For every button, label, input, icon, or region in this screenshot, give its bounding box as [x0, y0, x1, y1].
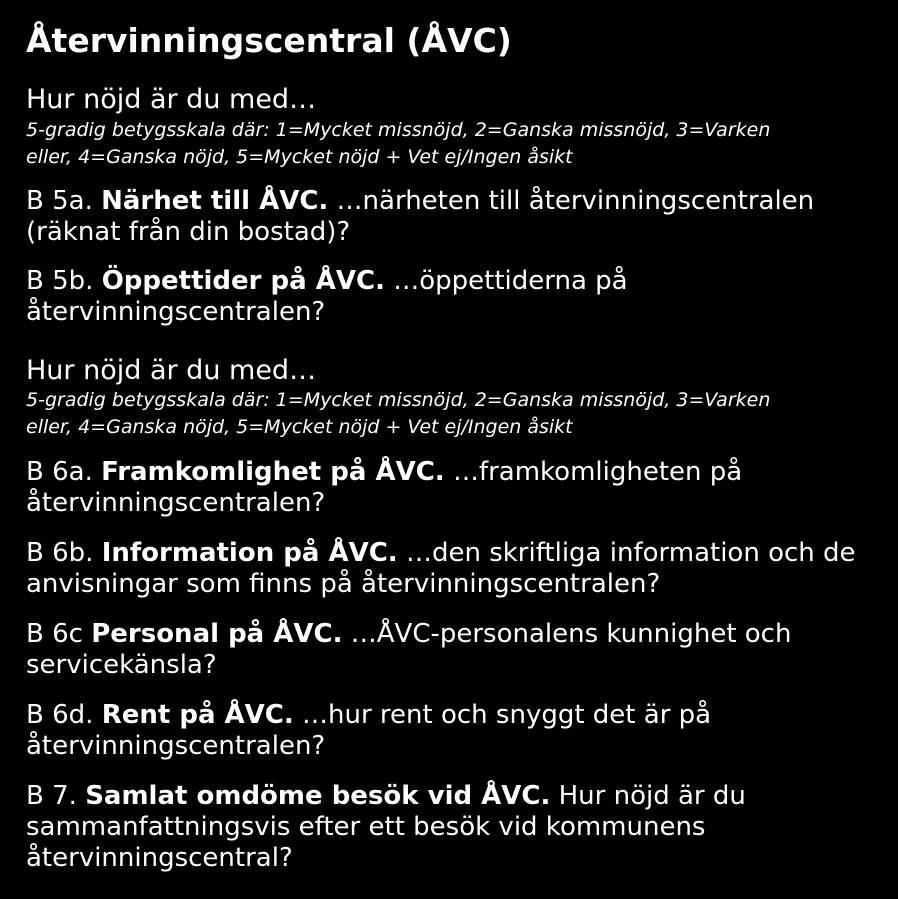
question-heading: Framkomlighet på ÅVC. [101, 457, 445, 487]
question-heading: Rent på ÅVC. [101, 700, 294, 730]
question-b5b [26, 266, 886, 328]
section-intro-b6: Hur nöjd är du med… [26, 355, 317, 386]
question-heading: Närhet till ÅVC. [101, 186, 329, 216]
question-line [26, 457, 886, 488]
question-heading: Personal på ÅVC. [91, 619, 343, 649]
question-code: B 6b. [26, 538, 102, 568]
question-code: B 6a. [26, 457, 102, 487]
question-code: B 7. [26, 781, 86, 811]
rating-scale-line-2: eller, 4=Ganska nöjd, 5=Mycket nöjd + Vet ej/Ingen åsikt [26, 146, 573, 168]
page-title: Återvinningscentral (ÅVC) [26, 21, 512, 60]
section-intro-b5: Hur nöjd är du med… [26, 84, 317, 115]
question-text-continued: återvinningscentralen? [26, 297, 326, 327]
question-heading: Samlat omdöme besök vid ÅVC. [85, 781, 551, 811]
question-b6b [26, 538, 886, 600]
question-code: B 5a. [26, 186, 102, 216]
question-line [26, 619, 886, 650]
question-text: Hur nöjd är du [550, 781, 746, 811]
question-line [26, 781, 886, 812]
question-code: B 5b. [26, 266, 102, 296]
rating-scale-note-b5 [26, 117, 886, 171]
question-b5a [26, 186, 886, 248]
question-line [26, 266, 886, 297]
question-b7 [26, 781, 886, 874]
question-line [26, 538, 886, 569]
question-text-continued: anvisningar som finns på återvinningscentralen? [26, 569, 661, 599]
question-text: …ÅVC-personalens kunnighet och [342, 619, 792, 649]
question-code: B 6c [26, 619, 92, 649]
question-text-continued: återvinningscentral? [26, 843, 293, 873]
question-text: …öppettiderna på [384, 266, 628, 296]
question-text: …den skriftliga information och de [397, 538, 856, 568]
question-text-continued: återvinningscentralen? [26, 488, 326, 518]
question-text: …hur rent och snyggt det är på [293, 700, 712, 730]
rating-scale-line-2: eller, 4=Ganska nöjd, 5=Mycket nöjd + Vet ej/Ingen åsikt [26, 416, 573, 438]
rating-scale-line-1: 5-gradig betygsskala där: 1=Mycket missnöjd, 2=Ganska missnöjd, 3=Varken [26, 389, 771, 411]
question-b6d [26, 700, 886, 762]
question-text-continued: sammanfattningsvis efter ett besök vid kommunens [26, 812, 706, 842]
question-b6c [26, 619, 886, 681]
rating-scale-line-1: 5-gradig betygsskala där: 1=Mycket missnöjd, 2=Ganska missnöjd, 3=Varken [26, 119, 771, 141]
question-text-continued: servicekänsla? [26, 650, 217, 680]
rating-scale-note-b6 [26, 387, 886, 441]
question-line [26, 700, 886, 731]
question-text: …framkomligheten på [444, 457, 743, 487]
question-heading: Information på ÅVC. [101, 538, 398, 568]
question-b6a [26, 457, 886, 519]
question-line [26, 186, 886, 217]
question-heading: Öppettider på ÅVC. [101, 266, 385, 296]
question-text-continued: återvinningscentralen? [26, 731, 326, 761]
question-text-continued: (räknat från din bostad)? [26, 217, 351, 247]
question-code: B 6d. [26, 700, 102, 730]
question-text: …närheten till återvinningscentralen [328, 186, 815, 216]
